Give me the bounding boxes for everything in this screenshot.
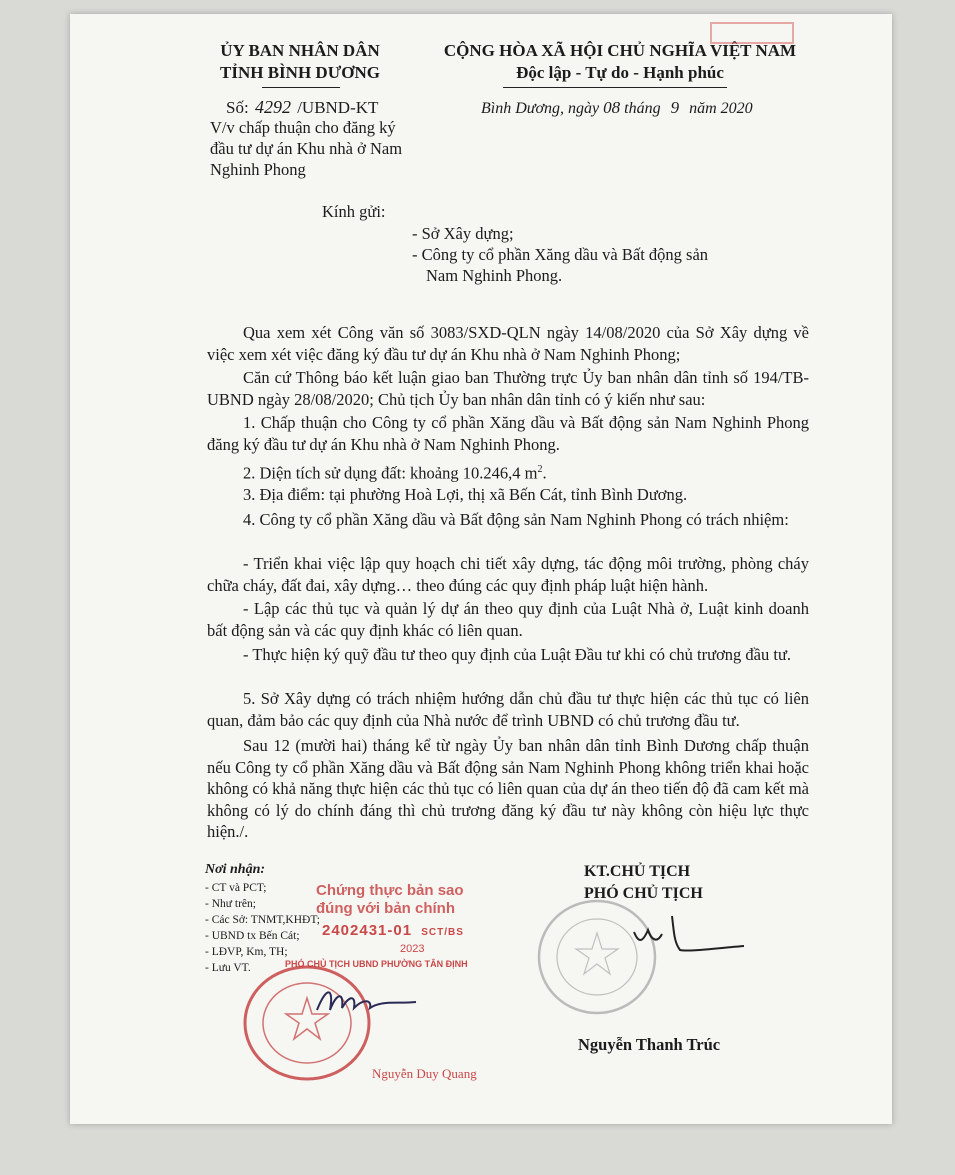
- receiver-item: - UBND tx Bến Cát;: [205, 930, 300, 942]
- receiver-item: - Các Sở: TNMT,KHĐT;: [205, 914, 320, 926]
- paragraph-1: Qua xem xét Công văn số 3083/SXD-QLN ngày 14/08/2020 của Sở Xây dựng về việc xem xét việc đăng ký đầu tư dự án Khu nhà ở Nam Nghinh Phong;: [207, 323, 809, 364]
- date-month: 9: [670, 98, 680, 117]
- paragraph-8: - Lập các thủ tục và quản lý dự án theo quy định của Luật Nhà ở, Luật kinh doanh bất động sản và các quy định khác có liên quan.: [207, 599, 809, 640]
- agency-header: [205, 40, 395, 84]
- recipient-2a: - Công ty cổ phần Xăng dầu và Bất động sản: [412, 245, 709, 264]
- paragraph-2: Căn cứ Thông báo kết luận giao ban Thường trực Ủy ban nhân dân tỉnh số 194/TB-UBND ngày 28/08/2020; Chủ tịch Ủy ban nhân dân tỉnh có ý kiến như sau:: [207, 368, 809, 409]
- paragraph-6: 4. Công ty cổ phần Xăng dầu và Bất động sản Nam Nghinh Phong có trách nhiệm:: [243, 510, 789, 529]
- certification-heading: [316, 882, 464, 918]
- date-day: 08: [603, 98, 621, 117]
- recipient-2b: Nam Nghinh Phong.: [426, 266, 563, 285]
- receivers-label: Nơi nhận:: [205, 862, 266, 877]
- signer-title-1: KT.CHỦ TỊCH: [584, 863, 691, 880]
- doc-number-handwritten: 4292: [254, 97, 291, 117]
- paragraph-5: 3. Địa điểm: tại phường Hoà Lợi, thị xã Bến Cát, tỉnh Bình Dương.: [243, 485, 688, 504]
- receiver-item: - Như trên;: [205, 898, 256, 910]
- nation-line-2: Độc lập - Tự do - Hạnh phúc: [516, 63, 724, 82]
- receiver-item: - CT và PCT;: [205, 882, 267, 894]
- date-place: [481, 98, 753, 118]
- cert-book: SCT/BS: [421, 927, 464, 938]
- subject-line-3: Nghinh Phong: [210, 160, 306, 179]
- official-signature-icon: [312, 980, 422, 1020]
- cert-date: 2023: [400, 943, 425, 955]
- paragraph-3: 1. Chấp thuận cho Công ty cổ phần Xăng dầu và Bất động sản Nam Nghinh Phong đăng ký đầu tư dự án Khu nhà ở Nam Nghinh Phong.: [207, 413, 809, 454]
- cert-number: 2402431-01: [322, 922, 413, 939]
- subject-line-2: đầu tư dự án Khu nhà ở Nam: [210, 139, 403, 158]
- date-prefix: Bình Dương, ngày: [481, 100, 600, 117]
- date-year: năm 2020: [689, 100, 753, 117]
- paragraph-4: [207, 459, 809, 484]
- receiver-item: - Lưu VT.: [205, 962, 251, 974]
- agency-underline: [262, 87, 340, 88]
- recipients-label: Kính gửi:: [322, 202, 386, 221]
- subject: [210, 117, 402, 180]
- subject-line-1: V/v chấp thuận cho đăng ký: [210, 118, 396, 137]
- receiver-item: - LĐVP, Km, TH;: [205, 946, 288, 958]
- signer-signature-icon: [628, 912, 748, 956]
- area-period: .: [542, 463, 547, 483]
- top-stamp-fragment: [710, 22, 794, 44]
- paragraph-9: - Thực hiện ký quỹ đầu tư theo quy định của Luật Đầu tư khi có chủ trương đầu tư.: [243, 645, 792, 664]
- doc-number-prefix: Số:: [226, 98, 249, 117]
- agency-line-2: TỈNH BÌNH DƯƠNG: [220, 63, 380, 82]
- recipients-list: [412, 223, 708, 286]
- certifying-official-name: Nguyễn Duy Quang: [372, 1066, 477, 1081]
- cert-office: PHÓ CHỦ TỊCH UBND PHƯỜNG TÂN ĐỊNH: [285, 959, 468, 969]
- paragraph-10: 5. Sở Xây dựng có trách nhiệm hướng dẫn chủ đầu tư thực hiện các thủ tục có liên quan, đảm bảo các quy định của Nhà nước để trình UBND có chủ trương đầu tư.: [207, 689, 809, 730]
- national-header: [430, 40, 810, 84]
- paragraph-7: - Triển khai việc lập quy hoạch chi tiết xây dựng, tác động môi trường, phòng cháy chữa cháy, đất đai, xây dựng… theo đúng các quy định pháp luật hiện hành.: [207, 554, 809, 595]
- area-text: 2. Diện tích sử dụng đất: khoảng 10.246,4 m: [243, 463, 538, 483]
- agency-line-1: ỦY BAN NHÂN DÂN: [220, 41, 380, 60]
- certification-number: [322, 922, 464, 939]
- cert-line-1: Chứng thực bản sao: [316, 882, 464, 899]
- signer-title-2: PHÓ CHỦ TỊCH: [584, 885, 703, 902]
- recipient-1: - Sở Xây dựng;: [412, 224, 514, 243]
- doc-number: [226, 97, 378, 118]
- ward-seal: [232, 958, 382, 1088]
- date-month-label: tháng: [624, 100, 661, 117]
- doc-number-suffix: /UBND-KT: [297, 98, 379, 117]
- motto-underline: [503, 87, 727, 88]
- area-superscript: 2: [537, 464, 543, 475]
- signer-name: Nguyễn Thanh Trúc: [578, 1035, 721, 1054]
- nation-line-1: CỘNG HÒA XÃ HỘI CHỦ NGHĨA VIỆT NAM: [443, 41, 797, 60]
- paragraph-11: Sau 12 (mười hai) tháng kể từ ngày Ủy ban nhân dân tỉnh Bình Dương chấp thuận nếu Công ty cổ phần Xăng dầu và Bất động sản Nam Nghinh Phong không triển khai hoặc không có khả năng thực hiện các thủ tục có liên quan của dự án theo tiến độ đã cam kết mà không có lý do chính đáng thì chủ trương đăng ký đầu tư này không còn hiệu lực thực hiện./.: [207, 736, 809, 841]
- cert-line-2: đúng với bản chính: [316, 900, 455, 917]
